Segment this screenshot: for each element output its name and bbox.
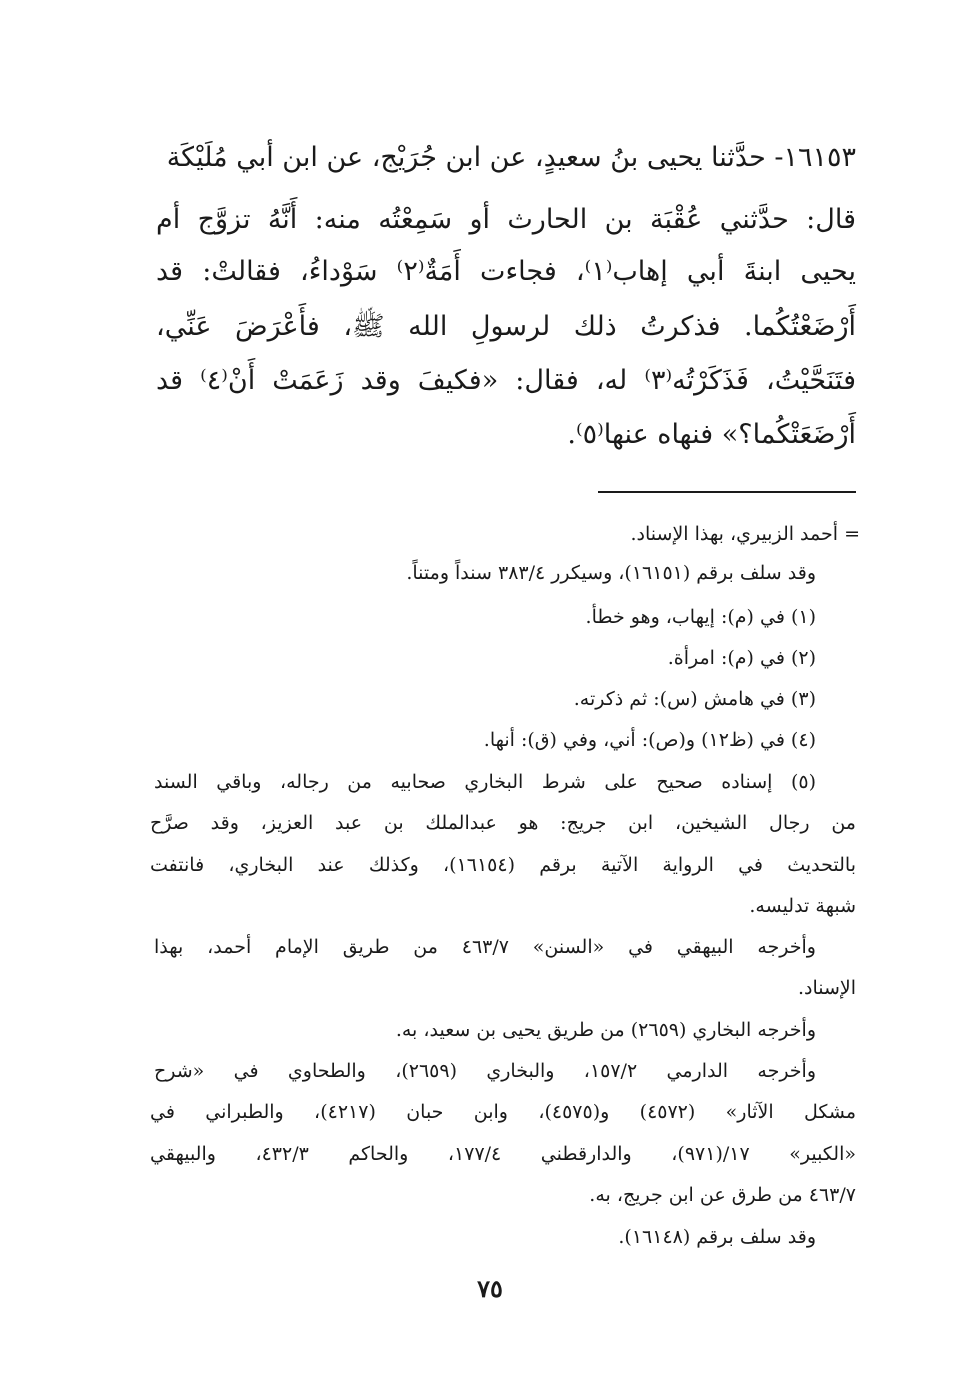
- page-number: ٧٥: [477, 1274, 503, 1303]
- footnote-line: (٢) في (م): امرأة.: [667, 647, 816, 669]
- hadith-line-3: يحيى ابنةَ أبي إهاب⁽١⁾، فجاءت أَمَةٌ⁽٢⁾ سَوْداءُ، فقالتْ: قد: [156, 256, 856, 287]
- footnote-line: وقد سلف برقم (١٦١٥١)، وسيكرر ٣٨٣/٤ سنداً ومتناً.: [406, 562, 816, 584]
- footnote-line: (٤) في (ظ١٢) و(ص): أني، وفي (ق): أنها.: [483, 729, 816, 751]
- footnote-line: ٤٦٣/٧ من طرق عن ابن جريج، به.: [589, 1184, 856, 1206]
- footnote-line: وأخرجه البخاري (٢٦٥٩) من طريق يحيى بن سعيد، به.: [395, 1019, 816, 1041]
- footnote-line: «الكبير» ١٧/(٩٧١)، والدارقطني ١٧٧/٤، والحاكم ٤٣٢/٣، والبيهقي: [150, 1143, 856, 1165]
- footnote-line: الإسناد.: [797, 977, 856, 999]
- footnote-line: (٥) إسناده صحيح على شرط البخاري صحابيه من رجاله، وباقي السند: [154, 771, 816, 793]
- hadith-line-1: ١٦١٥٣- حدَّثنا يحيى بنُ سعيدٍ، عن ابن جُرَيْج، عن ابن أبي مُلَيْكَة: [166, 142, 856, 173]
- hadith-line-5: فتَنَحَّيْتُ، فَذَكَرْتُه⁽٣⁾ له، فقال: «فكيفَ وقد زَعَمَتْ أَنْ⁽٤⁾ قد: [156, 365, 856, 396]
- footnote-line: من رجال الشيخين، ابن جريج: هو عبدالملك بن عبد العزيز، وقد صرَّح: [150, 812, 856, 834]
- footnote-line: مشكل الآثار» (٤٥٧٢) و(٤٥٧٥)، وابن حبان (٤٢١٧)، والطبراني في: [150, 1101, 856, 1123]
- footnote-line: = أحمد الزبيري، بهذا الإسناد.: [630, 523, 860, 545]
- footnote-line: وأخرجه الدارمي ١٥٧/٢، والبخاري (٢٦٥٩)، والطحاوي في «شرح: [154, 1060, 817, 1082]
- hadith-line-4: أَرْضَعْتُكُما. فذكرتُ ذلك لرسولِ الله ﷺ، فأَعْرَضَ عَنِّي،: [156, 311, 856, 342]
- hadith-line-6: أَرْضَعَتْكُما؟» فنهاه عنها⁽٥⁾.: [567, 419, 856, 450]
- footnote-line: (٣) في هامش (س): ثم ذكرته.: [573, 688, 816, 710]
- footnote-line: (١) في (م): إيهاب، وهو خطأ.: [585, 606, 816, 628]
- footnote-divider: [598, 491, 856, 493]
- footnote-line: شبهة تدليسه.: [749, 895, 856, 917]
- footnote-line: بالتحديث في الرواية الآتية برقم (١٦١٥٤)، وكذلك عند البخاري، فانتفت: [150, 854, 856, 876]
- footnote-line: وقد سلف برقم (١٦١٤٨).: [618, 1226, 816, 1248]
- hadith-line-2: قال: حدَّثني عُقْبَة بن الحارث أو سَمِعْتُه منه: أَنَّهُ تزوَّج أم: [156, 204, 856, 235]
- footnote-line: وأخرجه البيهقي في «السنن» ٤٦٣/٧ من طريق الإمام أحمد، بهذا: [154, 936, 816, 958]
